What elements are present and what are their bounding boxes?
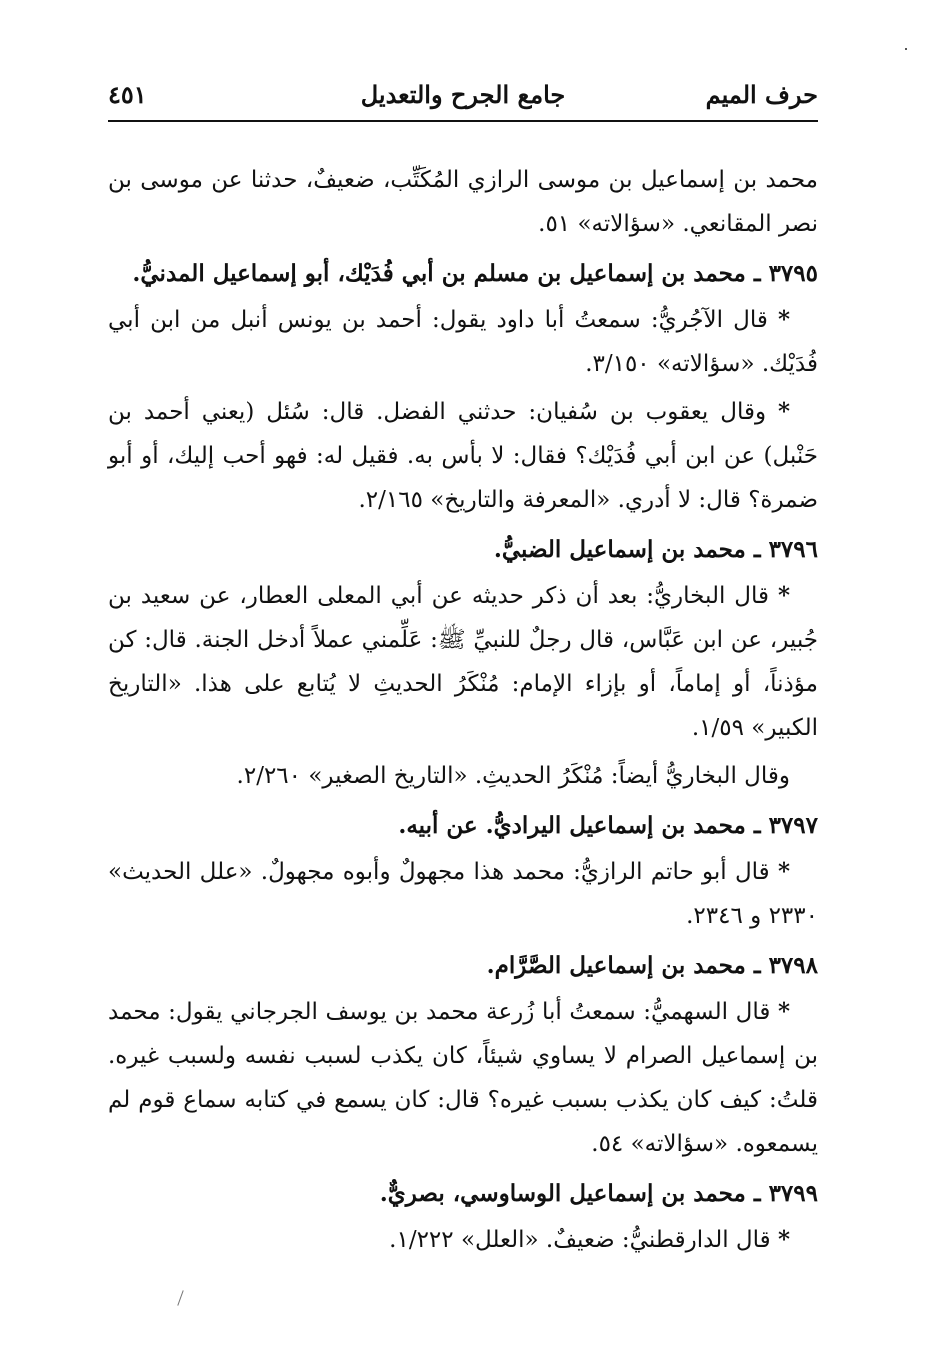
paragraph: [108, 850, 818, 938]
page-body: [108, 158, 818, 1266]
entry-number: ٣٧٩٦: [768, 536, 818, 563]
running-header: [108, 76, 818, 120]
paragraph: [108, 754, 818, 798]
entry-title: ـ محمد بن إسماعيل الضبيُّ.: [493, 536, 761, 563]
asterisk-marker: *: [777, 998, 790, 1025]
entry-title: ـ محمد بن إسماعيل بن مسلم بن أبي فُدَيْك، أبو إسماعيل المدنيُّ.: [132, 260, 761, 287]
entry-title: ـ محمد بن إسماعيل الصَّرَّام.: [486, 952, 761, 979]
entry-heading-3798: [108, 944, 818, 988]
paragraph-text: قال السهميُّ: سمعتُ أبا زُرعة محمد بن يوسف الجرجاني يقول: محمد بن إسماعيل الصرام لا يساوي شيئاً، كان يكذب لسبب نفسه ولسبب غيره. قلتُ: كيف كان يكذب بسبب غيره؟ قال: كان يسمع في كتابه سماع قوم لم يسمعوه. «سؤالاته» ٥٤.: [108, 999, 818, 1157]
asterisk-marker: *: [777, 306, 791, 333]
entry-heading-3799: [108, 1172, 818, 1216]
entry-number: ٣٧٩٩: [768, 1180, 818, 1207]
paragraph-text: قال الدارقطنيُّ: ضعيفٌ. «العلل» ١/٢٢٢.: [389, 1227, 771, 1253]
paragraph-text: وقال يعقوب بن سُفيان: حدثني الفضل. قال: سُئل (يعني أحمد بن حَنْبل) عن ابن أبي فُدَيْك؟ فقال: لا بأس به. فقيل له: فهو أحب إليك، أو أبو ضمرة؟ قال: لا أدري. «المعرفة والتاريخ» ٢/١٦٥.: [108, 399, 818, 513]
asterisk-marker: *: [777, 858, 791, 885]
entry-title: ـ محمد بن إسماعيل الوساوسي، بصريٌّ.: [379, 1180, 761, 1207]
paragraph-text: محمد بن إسماعيل بن موسى الرازي المُكَتِّب، ضعيفٌ، حدثنا عن موسى بن نصر المقانعي. «سؤالاته» ٥١.: [108, 167, 818, 237]
asterisk-marker: *: [777, 1226, 790, 1253]
paragraph: [108, 1218, 818, 1262]
chapter-title: حرف الميم: [705, 80, 818, 109]
entry-heading-3797: [108, 804, 818, 848]
entry-number: ٣٧٩٥: [768, 260, 818, 287]
scan-mark: [177, 1290, 183, 1305]
scan-speck: [905, 48, 907, 50]
paragraph: [108, 298, 818, 386]
entry-title: ـ محمد بن إسماعيل اليراديُّ. عن أبيه.: [398, 812, 761, 839]
entry-number: ٣٧٩٨: [768, 952, 818, 979]
paragraph-text: قال الآجُريُّ: سمعتُ أبا داود يقول: أحمد بن يونس أنبل من ابن أبي فُدَيْك. «سؤالاته» ٣/١٥٠.: [108, 307, 818, 377]
entry-heading-3796: [108, 528, 818, 572]
page-number: ٤٥١: [108, 80, 147, 109]
paragraph-text: قال البخاريُّ: بعد أن ذكر حديثه عن أبي المعلى العطار، عن سعيد بن جُبير، عن ابن عَبَّاس، قال رجلٌ للنبيِّ ﷺ: عَلِّمني عملاً أدخل الجنة. قال: كن مؤذناً، أو إماماً، أو بإزاء الإمام: مُنْكَرُ الحديثِ لا يُتابع على هذا. «التاريخ الكبير» ١/٥٩.: [108, 583, 818, 741]
paragraph: [108, 990, 818, 1166]
entry-number: ٣٧٩٧: [768, 812, 818, 839]
book-title: جامع الجرح والتعديل: [360, 80, 566, 109]
paragraph: [108, 390, 818, 522]
asterisk-marker: *: [777, 398, 791, 425]
header-rule: [108, 120, 818, 122]
paragraph-text: وقال البخاريُّ أيضاً: مُنْكَرُ الحديثِ. «التاريخ الصغير» ٢/٢٦٠.: [236, 763, 790, 789]
paragraph-text: قال أبو حاتم الرازيُّ: محمد هذا مجهولٌ وأبوه مجهولٌ. «علل الحديث» ٢٣٣٠ و ٢٣٤٦.: [108, 859, 818, 929]
entry-heading-3795: [108, 252, 818, 296]
paragraph: [108, 574, 818, 750]
paragraph: [108, 158, 818, 246]
asterisk-marker: *: [777, 582, 790, 609]
